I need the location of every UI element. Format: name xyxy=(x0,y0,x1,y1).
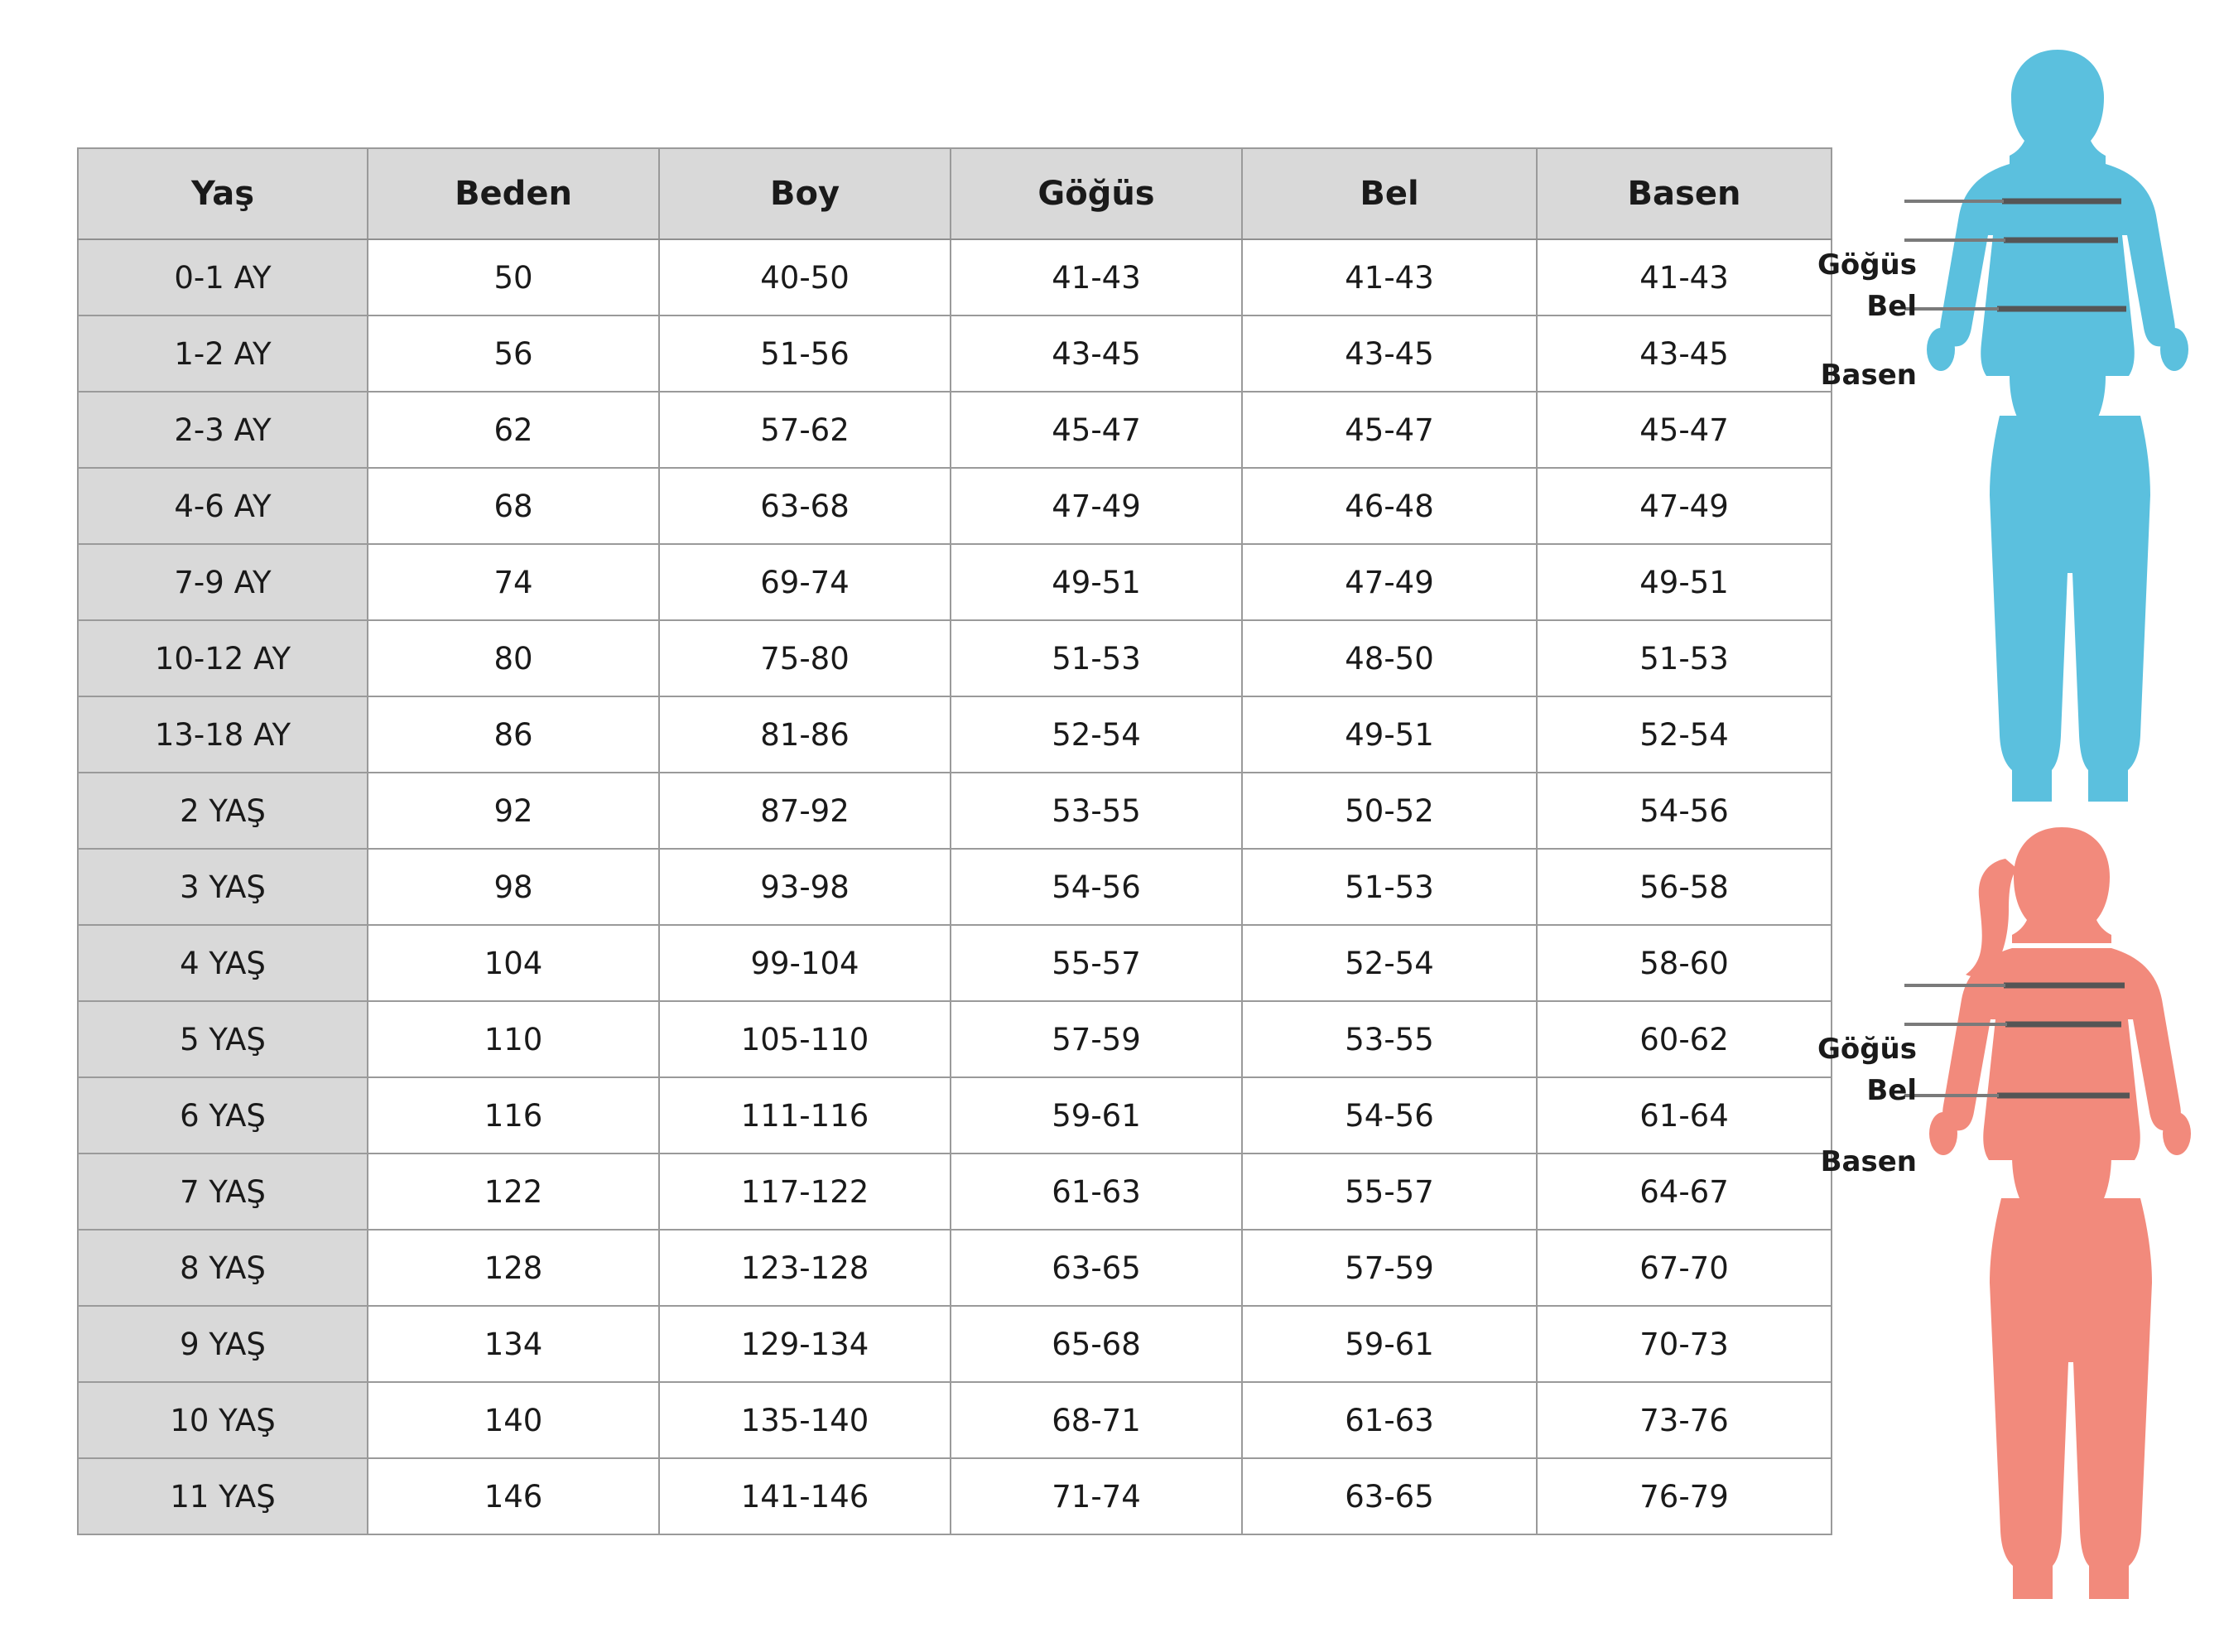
cell-size: 140 xyxy=(368,1382,659,1458)
cell-size: 146 xyxy=(368,1458,659,1534)
cell-height: 123-128 xyxy=(659,1230,951,1306)
cell-height: 57-62 xyxy=(659,392,951,468)
cell-chest: 52-54 xyxy=(951,696,1242,773)
cell-size: 122 xyxy=(368,1154,659,1230)
cell-chest: 68-71 xyxy=(951,1382,1242,1458)
table-row xyxy=(78,1230,1832,1306)
cell-height: 111-116 xyxy=(659,1077,951,1154)
table-row xyxy=(78,620,1832,696)
cell-waist: 59-61 xyxy=(1242,1306,1537,1382)
cell-chest: 54-56 xyxy=(951,849,1242,925)
cell-hip: 76-79 xyxy=(1537,1458,1832,1534)
cell-waist: 41-43 xyxy=(1242,239,1537,315)
girl-silhouette-icon xyxy=(1904,816,2211,1652)
column-header-height: Boy xyxy=(659,148,951,239)
cell-hip: 61-64 xyxy=(1537,1077,1832,1154)
cell-hip: 56-58 xyxy=(1537,849,1832,925)
cell-waist: 43-45 xyxy=(1242,315,1537,392)
cell-age: 4-6 AY xyxy=(78,468,368,544)
cell-size: 110 xyxy=(368,1001,659,1077)
cell-height: 81-86 xyxy=(659,696,951,773)
column-header-size: Beden xyxy=(368,148,659,239)
table-row xyxy=(78,544,1832,620)
cell-waist: 47-49 xyxy=(1242,544,1537,620)
cell-height: 99-104 xyxy=(659,925,951,1001)
pink-waist-label: Bel xyxy=(1866,1074,1917,1107)
cell-chest: 53-55 xyxy=(951,773,1242,849)
boy-silhouette-icon xyxy=(1904,41,2211,836)
cell-waist: 45-47 xyxy=(1242,392,1537,468)
cell-size: 56 xyxy=(368,315,659,392)
cell-age: 1-2 AY xyxy=(78,315,368,392)
size-table xyxy=(77,147,1832,1535)
cell-hip: 70-73 xyxy=(1537,1306,1832,1382)
cell-chest: 41-43 xyxy=(951,239,1242,315)
cell-hip: 47-49 xyxy=(1537,468,1832,544)
cell-height: 63-68 xyxy=(659,468,951,544)
table-row xyxy=(78,1382,1832,1458)
cell-height: 141-146 xyxy=(659,1458,951,1534)
table-row xyxy=(78,1001,1832,1077)
table-body xyxy=(78,239,1832,1534)
table-row xyxy=(78,1458,1832,1534)
cell-age: 2 YAŞ xyxy=(78,773,368,849)
cell-size: 74 xyxy=(368,544,659,620)
table-row xyxy=(78,925,1832,1001)
table-header xyxy=(78,148,1832,239)
pink-chest-label: Göğüs xyxy=(1817,1033,1917,1066)
column-header-age: Yaş xyxy=(78,148,368,239)
cell-waist: 51-53 xyxy=(1242,849,1537,925)
cell-waist: 49-51 xyxy=(1242,696,1537,773)
cell-hip: 43-45 xyxy=(1537,315,1832,392)
table-header-row xyxy=(78,148,1832,239)
cell-size: 92 xyxy=(368,773,659,849)
cell-waist: 57-59 xyxy=(1242,1230,1537,1306)
cell-height: 93-98 xyxy=(659,849,951,925)
cell-size: 50 xyxy=(368,239,659,315)
table-row xyxy=(78,315,1832,392)
cell-waist: 63-65 xyxy=(1242,1458,1537,1534)
cell-waist: 52-54 xyxy=(1242,925,1537,1001)
cell-age: 8 YAŞ xyxy=(78,1230,368,1306)
cell-height: 105-110 xyxy=(659,1001,951,1077)
cell-hip: 52-54 xyxy=(1537,696,1832,773)
cell-chest: 65-68 xyxy=(951,1306,1242,1382)
cell-chest: 59-61 xyxy=(951,1077,1242,1154)
cell-hip: 58-60 xyxy=(1537,925,1832,1001)
cell-size: 128 xyxy=(368,1230,659,1306)
cell-age: 10 YAŞ xyxy=(78,1382,368,1458)
cell-age: 4 YAŞ xyxy=(78,925,368,1001)
cell-age: 10-12 AY xyxy=(78,620,368,696)
cell-height: 40-50 xyxy=(659,239,951,315)
cell-height: 69-74 xyxy=(659,544,951,620)
cell-waist: 54-56 xyxy=(1242,1077,1537,1154)
cell-hip: 54-56 xyxy=(1537,773,1832,849)
cell-height: 129-134 xyxy=(659,1306,951,1382)
column-header-chest: Göğüs xyxy=(951,148,1242,239)
blue-figure-block xyxy=(1813,41,2211,836)
cell-hip: 41-43 xyxy=(1537,239,1832,315)
cell-age: 7 YAŞ xyxy=(78,1154,368,1230)
table-row xyxy=(78,1077,1832,1154)
cell-hip: 51-53 xyxy=(1537,620,1832,696)
cell-chest: 47-49 xyxy=(951,468,1242,544)
size-table-container xyxy=(77,147,1831,1535)
table-row xyxy=(78,468,1832,544)
blue-hip-label: Basen xyxy=(1820,359,1917,392)
cell-hip: 64-67 xyxy=(1537,1154,1832,1230)
cell-chest: 61-63 xyxy=(951,1154,1242,1230)
blue-waist-label: Bel xyxy=(1866,290,1917,323)
cell-chest: 45-47 xyxy=(951,392,1242,468)
cell-chest: 43-45 xyxy=(951,315,1242,392)
cell-chest: 57-59 xyxy=(951,1001,1242,1077)
cell-waist: 50-52 xyxy=(1242,773,1537,849)
table-row xyxy=(78,239,1832,315)
cell-size: 134 xyxy=(368,1306,659,1382)
table-row xyxy=(78,849,1832,925)
cell-hip: 45-47 xyxy=(1537,392,1832,468)
cell-age: 9 YAŞ xyxy=(78,1306,368,1382)
cell-hip: 73-76 xyxy=(1537,1382,1832,1458)
pink-figure-block xyxy=(1813,816,2211,1652)
cell-hip: 49-51 xyxy=(1537,544,1832,620)
pink-hip-label: Basen xyxy=(1820,1145,1917,1178)
cell-size: 62 xyxy=(368,392,659,468)
cell-age: 13-18 AY xyxy=(78,696,368,773)
cell-height: 51-56 xyxy=(659,315,951,392)
cell-height: 117-122 xyxy=(659,1154,951,1230)
cell-age: 7-9 AY xyxy=(78,544,368,620)
cell-waist: 53-55 xyxy=(1242,1001,1537,1077)
cell-size: 116 xyxy=(368,1077,659,1154)
table-row xyxy=(78,1306,1832,1382)
silhouette-figures xyxy=(1813,25,2211,1648)
cell-age: 11 YAŞ xyxy=(78,1458,368,1534)
cell-waist: 48-50 xyxy=(1242,620,1537,696)
cell-waist: 55-57 xyxy=(1242,1154,1537,1230)
cell-size: 68 xyxy=(368,468,659,544)
cell-age: 2-3 AY xyxy=(78,392,368,468)
table-row xyxy=(78,696,1832,773)
cell-height: 87-92 xyxy=(659,773,951,849)
blue-chest-label: Göğüs xyxy=(1817,248,1917,282)
cell-waist: 61-63 xyxy=(1242,1382,1537,1458)
table-row xyxy=(78,773,1832,849)
table-row xyxy=(78,392,1832,468)
cell-height: 75-80 xyxy=(659,620,951,696)
cell-age: 0-1 AY xyxy=(78,239,368,315)
cell-size: 80 xyxy=(368,620,659,696)
cell-age: 6 YAŞ xyxy=(78,1077,368,1154)
column-header-hip: Basen xyxy=(1537,148,1832,239)
cell-size: 86 xyxy=(368,696,659,773)
cell-chest: 49-51 xyxy=(951,544,1242,620)
cell-hip: 67-70 xyxy=(1537,1230,1832,1306)
cell-age: 5 YAŞ xyxy=(78,1001,368,1077)
cell-height: 135-140 xyxy=(659,1382,951,1458)
cell-chest: 51-53 xyxy=(951,620,1242,696)
table-row xyxy=(78,1154,1832,1230)
cell-size: 98 xyxy=(368,849,659,925)
cell-chest: 63-65 xyxy=(951,1230,1242,1306)
cell-size: 104 xyxy=(368,925,659,1001)
cell-chest: 55-57 xyxy=(951,925,1242,1001)
cell-age: 3 YAŞ xyxy=(78,849,368,925)
cell-chest: 71-74 xyxy=(951,1458,1242,1534)
cell-waist: 46-48 xyxy=(1242,468,1537,544)
cell-hip: 60-62 xyxy=(1537,1001,1832,1077)
column-header-waist: Bel xyxy=(1242,148,1537,239)
